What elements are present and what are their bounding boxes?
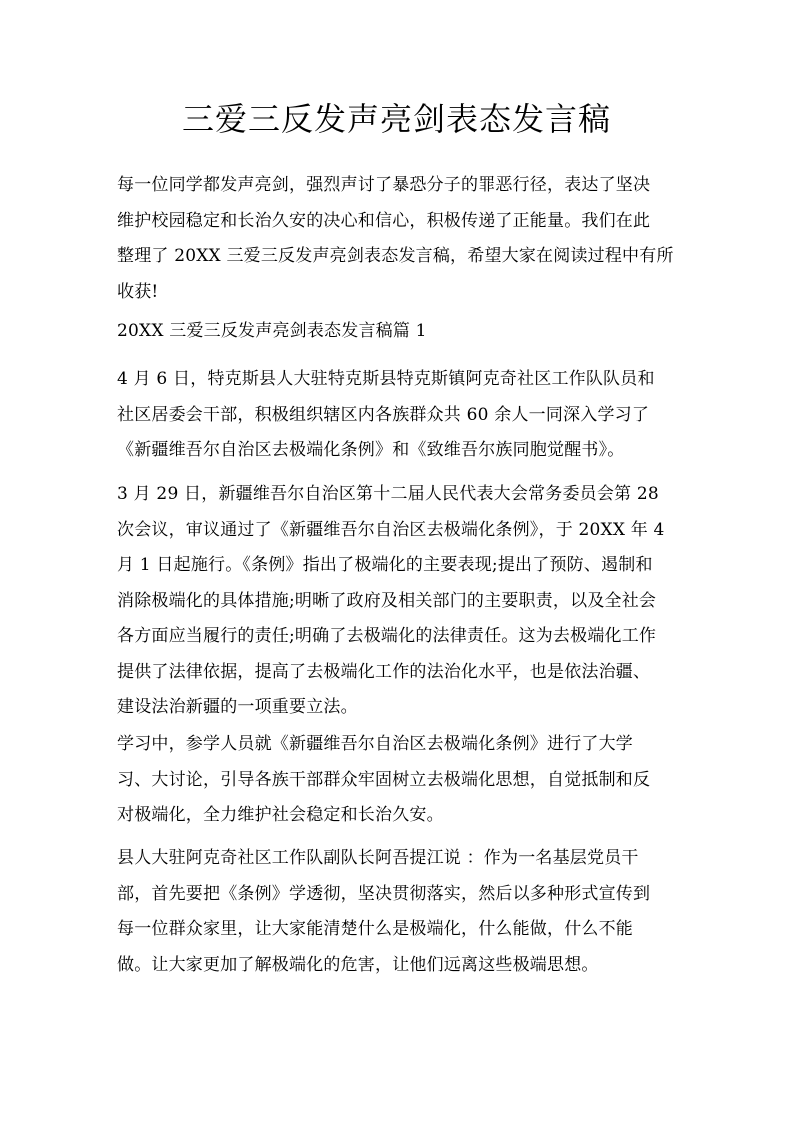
paragraph-line: 每一位群众家里，让大家能清楚什么是极端化，什么能做，什么不能 bbox=[117, 919, 633, 939]
paragraph-line: 提供了法律依据，提高了去极端化工作的法治化水平，也是依法治疆、 bbox=[117, 661, 651, 682]
paragraph-line: 对极端化，全力维护社会稳定和长治久安。 bbox=[117, 805, 444, 825]
body-paragraph bbox=[117, 477, 677, 726]
intro-paragraph bbox=[117, 168, 677, 310]
document-title: 三爱三反发声亮剑表态发言稿 bbox=[181, 100, 611, 138]
paragraph-line: 次会议，审议通过了《新疆维吾尔自治区去极端化条例》，于 20XX 年 4 bbox=[117, 519, 665, 540]
paragraph-line: 维护校园稳定和长治久安的决心和信心，积极传递了正能量。我们在此 bbox=[117, 210, 651, 231]
paragraph-line: 消除极端化的具体措施;明晰了政府及相关部门的主要职责，以及全社会 bbox=[117, 590, 657, 611]
paragraph-line: 每一位同学都发声亮剑，强烈声讨了暴恐分子的罪恶行径，表达了坚决 bbox=[117, 175, 651, 195]
paragraph-line: 部，首先要把《条例》学透彻，坚决贯彻落实，然后以多种形式宣传到 bbox=[117, 883, 651, 904]
paragraph-line: 月 1 日起施行。《条例》指出了极端化的主要表现;提出了预防、遏制和 bbox=[117, 555, 653, 575]
paragraph-line: 习、大讨论，引导各族干部群众牢固树立去极端化思想，自觉抵制和反 bbox=[117, 769, 651, 790]
paragraph-line: 整理了 20XX 三爱三反发声亮剑表态发言稿，希望大家在阅读过程中有所 bbox=[117, 246, 674, 266]
paragraph-line: 社区居委会干部，积极组织辖区内各族群众共 60 余人一同深入学习了 bbox=[117, 404, 650, 425]
paragraph-line: 3 月 29 日，新疆维吾尔自治区第十二届人民代表大会常务委员会第 28 bbox=[117, 484, 659, 504]
body-paragraph bbox=[117, 841, 677, 983]
body-paragraph bbox=[117, 727, 677, 834]
body-paragraph bbox=[117, 362, 677, 469]
paragraph-line: 各方面应当履行的责任;明确了去极端化的法律责任。这为去极端化工作 bbox=[117, 626, 657, 646]
section-heading bbox=[117, 314, 677, 350]
paragraph-line: 4 月 6 日，特克斯县人大驻特克斯县特克斯镇阿克奇社区工作队队员和 bbox=[117, 369, 655, 389]
paragraph-line: 建设法治新疆的一项重要立法。 bbox=[117, 697, 358, 717]
paragraph-line: 收获! bbox=[117, 281, 159, 302]
section-heading-text: 20XX 三爱三反发声亮剑表态发言稿篇 1 bbox=[117, 321, 427, 341]
paragraph-line: 《新疆维吾尔自治区去极端化条例》和《致维吾尔族同胞觉醒书》。 bbox=[117, 440, 625, 460]
paragraph-line: 做。让大家更加了解极端化的危害，让他们远离这些极端思想。 bbox=[117, 954, 599, 975]
paragraph-line: 县人大驻阿克奇社区工作队副队长阿吾提江说 ：作为一名基层党员干 bbox=[117, 848, 639, 868]
paragraph-line: 学习中，参学人员就《新疆维吾尔自治区去极端化条例》进行了大学 bbox=[117, 734, 633, 754]
